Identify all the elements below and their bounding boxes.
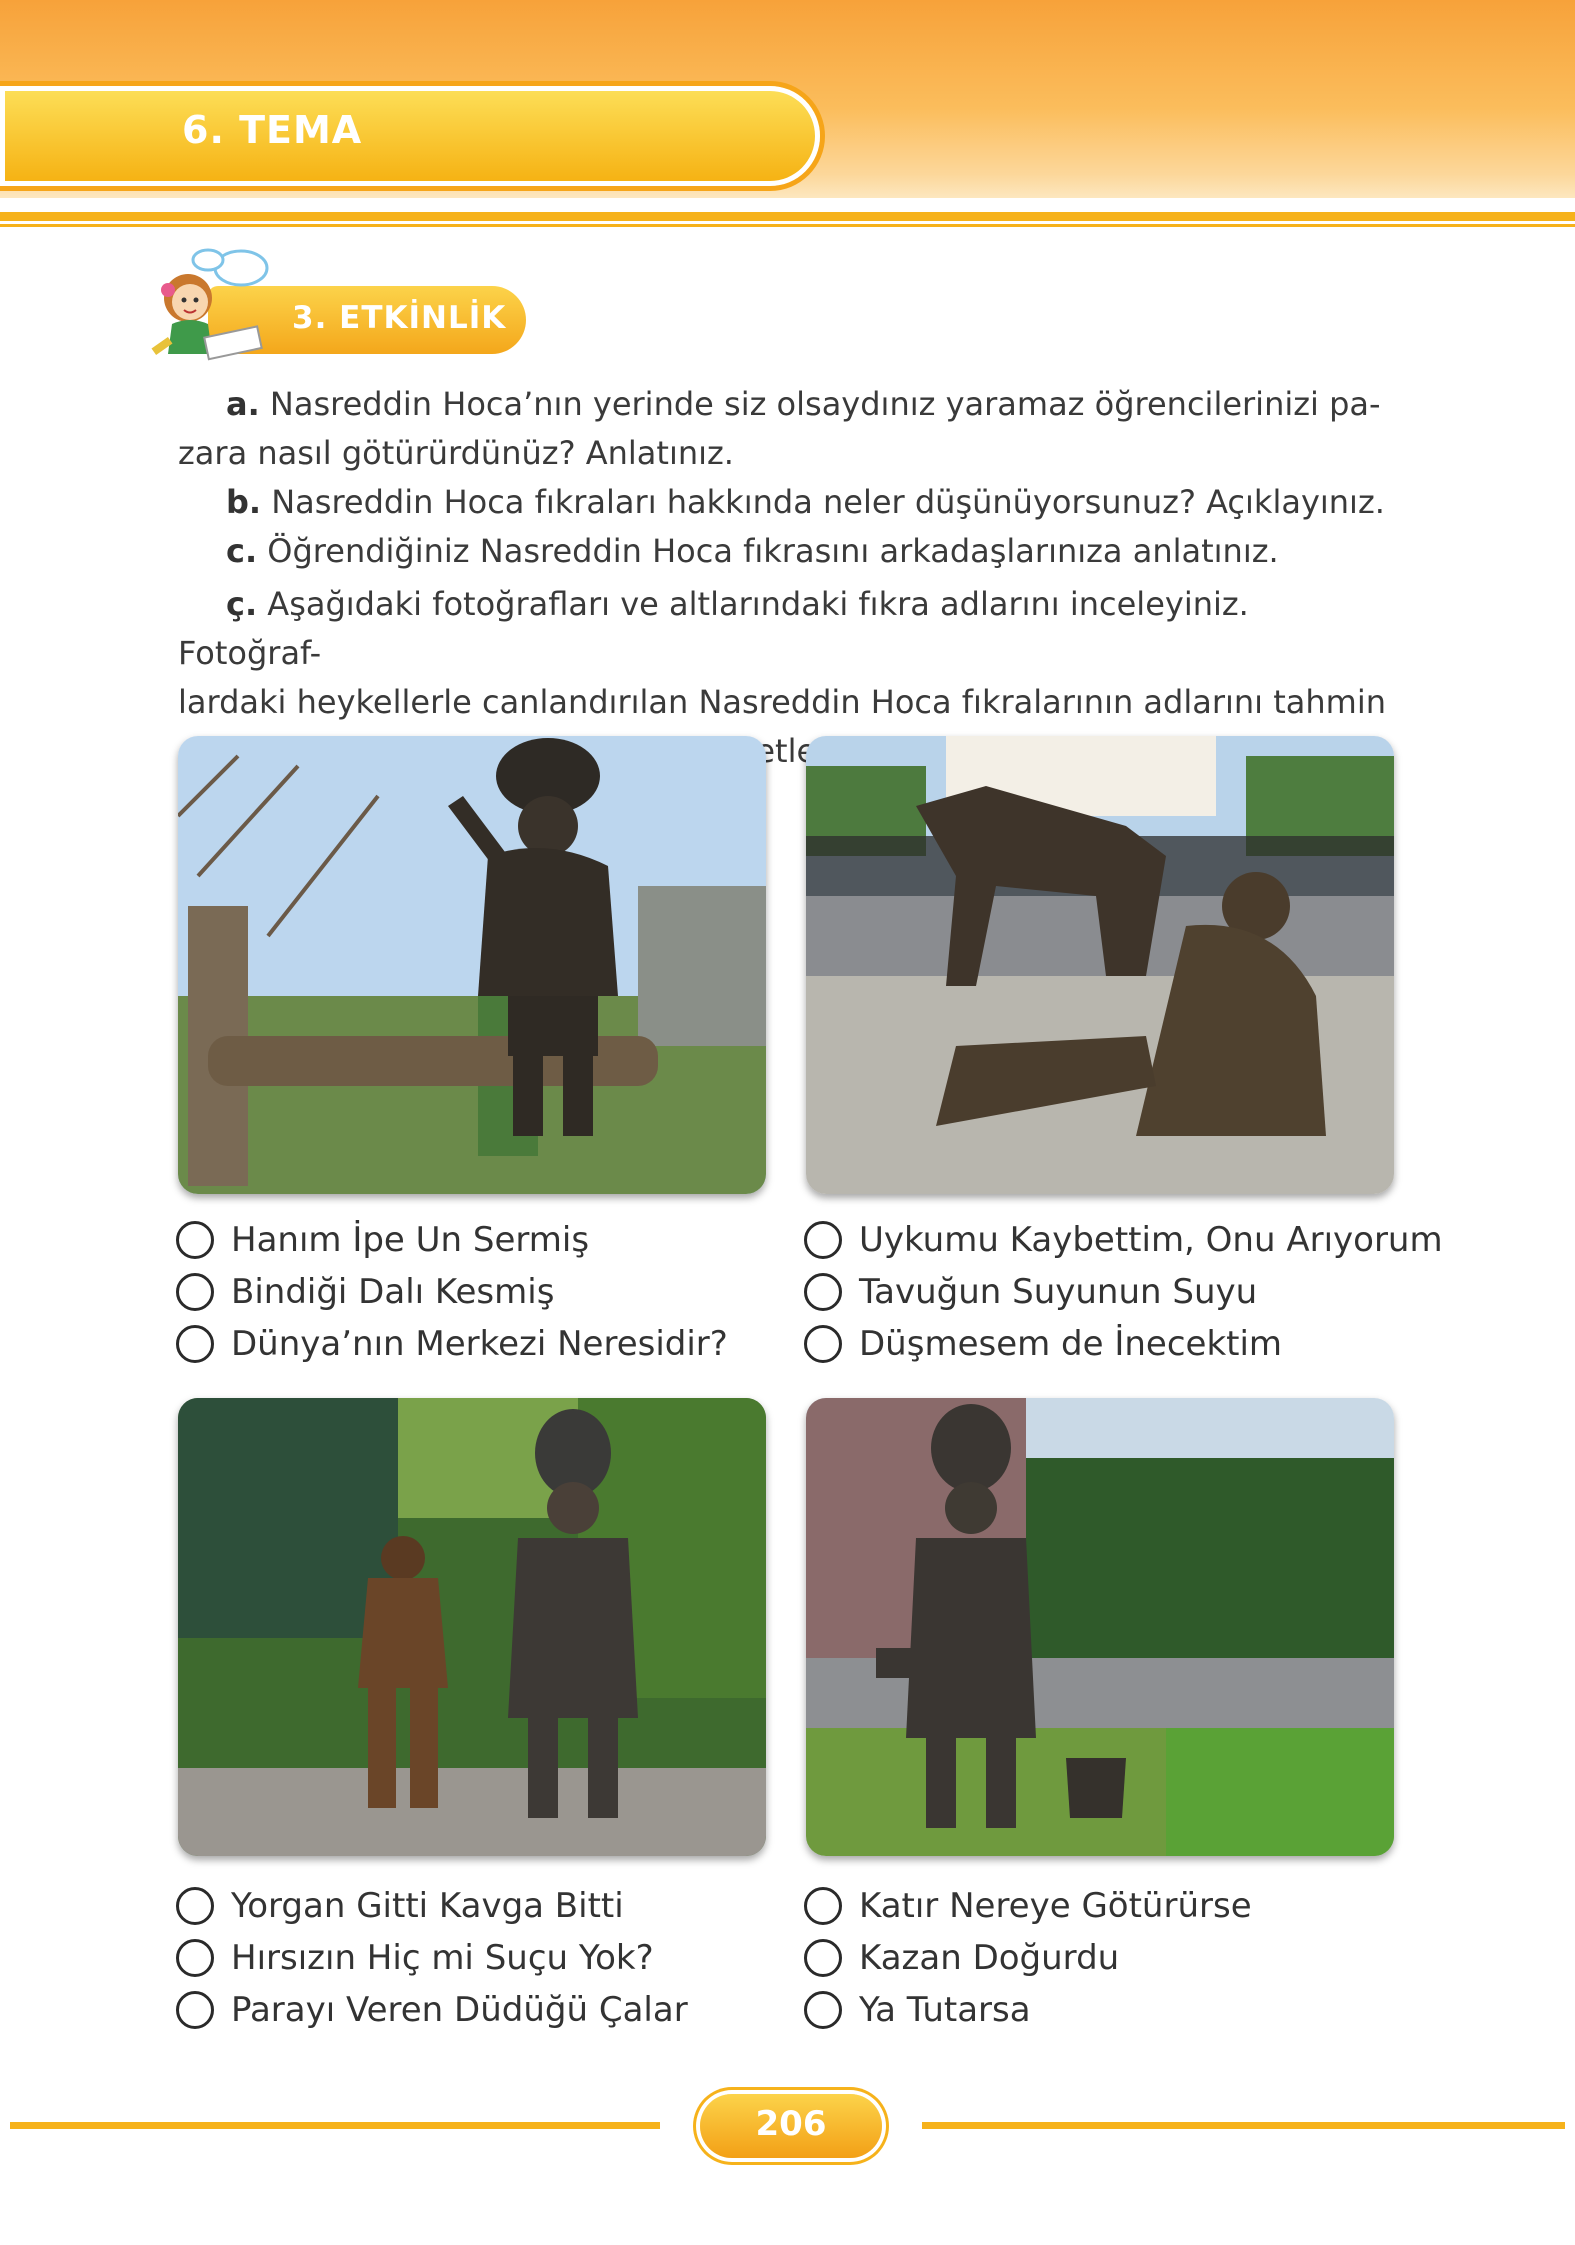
question-b-lead: b.	[226, 483, 262, 521]
checkbox-circle[interactable]	[804, 1939, 842, 1977]
option-item[interactable]	[176, 1319, 728, 1369]
question-c-text: Öğrendiğiniz Nasreddin Hoca fıkrasını arkadaşlarınıza anlatınız.	[257, 532, 1279, 570]
option-item[interactable]	[176, 1215, 589, 1265]
checkbox-circle[interactable]	[176, 1325, 214, 1363]
option-label: Tavuğun Suyunun Suyu	[859, 1272, 1258, 1312]
option-label: Düşmesem de İnecektim	[859, 1324, 1283, 1364]
question-c	[178, 527, 1398, 576]
option-item[interactable]	[176, 1985, 688, 2035]
option-label: Hırsızın Hiç mi Suçu Yok?	[231, 1938, 654, 1978]
checkbox-circle[interactable]	[176, 1991, 214, 2029]
header-divider-thin	[0, 224, 1575, 227]
option-item[interactable]	[804, 1881, 1252, 1931]
checkbox-circle[interactable]	[176, 1273, 214, 1311]
photo-statue-on-branch	[178, 736, 766, 1194]
option-item[interactable]	[804, 1985, 1031, 2035]
photo-statue-with-boy	[178, 1398, 766, 1856]
option-item[interactable]	[804, 1933, 1119, 1983]
option-label: Dünya’nın Merkezi Neresidir?	[231, 1324, 728, 1364]
option-item[interactable]	[804, 1267, 1257, 1317]
option-label: Kazan Doğurdu	[859, 1938, 1120, 1978]
checkbox-circle[interactable]	[804, 1273, 842, 1311]
photo-statue-with-donkey	[806, 736, 1394, 1194]
activity-title: 3. ETKİNLİK	[292, 300, 507, 336]
option-label: Bindiği Dalı Kesmiş	[231, 1272, 555, 1312]
header-divider	[0, 212, 1575, 221]
option-item[interactable]	[804, 1319, 1282, 1369]
tema-title: 6. TEMA	[182, 108, 363, 152]
question-cc-lead: ç.	[226, 585, 258, 623]
checkbox-circle[interactable]	[176, 1887, 214, 1925]
question-cc-cont2: işaretleyiniz.	[697, 732, 901, 770]
girl-mascot-icon	[146, 246, 276, 366]
footer-line-left	[10, 2122, 660, 2129]
question-a-lead: a.	[226, 385, 260, 423]
checkbox-circle[interactable]	[804, 1887, 842, 1925]
option-label: Parayı Veren Düdüğü Çalar	[231, 1990, 688, 2030]
page-number: 206	[755, 2104, 827, 2144]
question-cc-cont: lardaki heykellerle canlandırılan Nasreddin Hoca fıkralarının adlarını tahmin	[178, 683, 1386, 721]
question-c-lead: c.	[226, 532, 258, 570]
checkbox-circle[interactable]	[804, 1221, 842, 1259]
option-item[interactable]	[176, 1881, 624, 1931]
checkbox-circle[interactable]	[176, 1221, 214, 1259]
question-b-text: Nasreddin Hoca fıkraları hakkında neler düşünüyorsunuz? Açıklayınız.	[261, 483, 1385, 521]
checkbox-circle[interactable]	[804, 1325, 842, 1363]
question-a	[178, 380, 1398, 478]
option-label: Ya Tutarsa	[859, 1990, 1031, 2030]
tema-tab	[0, 86, 820, 186]
option-item[interactable]	[804, 1215, 1443, 1265]
checkbox-circle[interactable]	[804, 1991, 842, 2029]
photo-statue-with-pot	[806, 1398, 1394, 1856]
option-item[interactable]	[176, 1933, 654, 1983]
option-label: Uykumu Kaybettim, Onu Arıyorum	[859, 1220, 1443, 1260]
footer-line-right	[922, 2122, 1565, 2129]
question-a-cont: zara nasıl götürürdünüz? Anlatınız.	[178, 434, 734, 472]
question-cc-text: Aşağıdaki fotoğrafları ve altlarındaki fıkra adlarını inceleyiniz. Fotoğraf-	[178, 585, 1249, 672]
option-label: Hanım İpe Un Sermiş	[231, 1220, 590, 1260]
option-label: Yorgan Gitti Kavga Bitti	[231, 1886, 624, 1926]
option-label: Katır Nereye Götürürse	[859, 1886, 1252, 1926]
question-a-text: Nasreddin Hoca’nın yerinde siz olsaydınız yaramaz öğrencilerinizi pa-	[259, 385, 1381, 423]
option-item[interactable]	[176, 1267, 554, 1317]
checkbox-circle[interactable]	[176, 1939, 214, 1977]
question-b	[178, 478, 1398, 527]
